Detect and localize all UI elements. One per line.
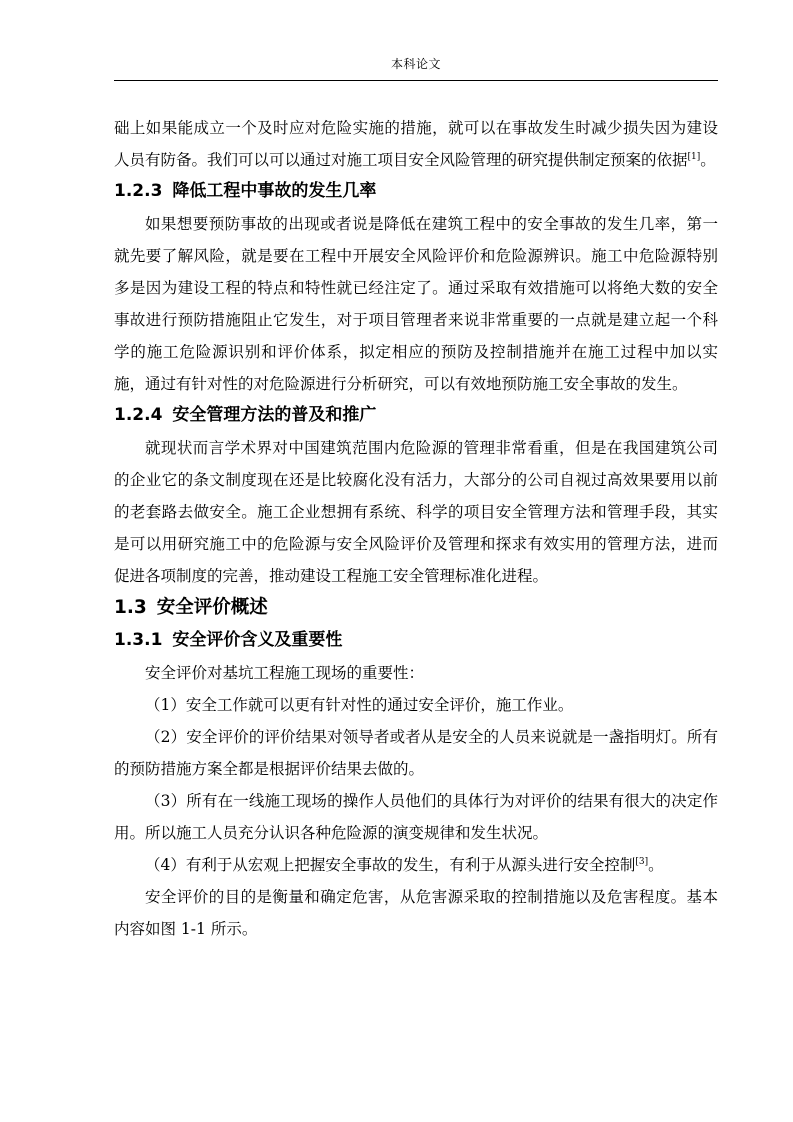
paragraph-1-2-3: 如果想要预防事故的出现或者说是降低在建筑工程中的安全事故的发生几率，第一就先要了解风险，就是要在工程中开展安全风险评价和危险源辨识。施工中危险源特别多是因为建设工程的特点和特性就已经注定了。通过采取有效措施可以将绝大数的安全事故进行预防措施阻止它发生，对于项目管理者来说非常重要的一点就是建立起一个科学的施工危险源识别和评价体系，拟定相应的预防及控制措施并在施工过程中加以实施，通过有针对性的对危险源进行分析研究，可以有效地预防施工安全事故的发生。 [114, 215, 718, 393]
heading-1-3-1 [114, 625, 718, 657]
continuation-end: 。 [700, 151, 716, 169]
list-item-1: （1）安全工作就可以更有针对性的通过安全评价，施工作业。 [145, 696, 574, 714]
list-item-4-end: 。 [648, 856, 664, 874]
heading-1-2-4 [114, 400, 718, 432]
heading-number: 1.3 [114, 597, 147, 618]
citation-ref: [1] [687, 151, 701, 162]
running-header: 本科论文 [390, 57, 441, 71]
page-content [114, 112, 718, 945]
heading-number: 1.2.4 [114, 405, 163, 425]
header-rule [114, 80, 718, 81]
heading-1-2-3 [114, 176, 718, 208]
citation-ref: [3] [635, 856, 649, 867]
paragraph-closing: 安全评价的目的是衡量和确定危害，从危害源采取的控制措施以及危害程度。基本内容如图 1-1 所示。 [114, 888, 718, 938]
heading-number: 1.2.3 [114, 181, 163, 201]
list-item-4-text: （4）有利于从宏观上把握安全事故的发生，有利于从源头进行安全控制 [145, 856, 636, 874]
heading-title: 安全评价概述 [156, 597, 268, 618]
heading-title: 降低工程中事故的发生几率 [172, 181, 377, 201]
paragraph-intro: 安全评价对基坑工程施工现场的重要性： [145, 664, 425, 682]
heading-number: 1.3.1 [114, 630, 163, 650]
heading-title: 安全评价含义及重要性 [172, 630, 343, 650]
heading-1-3 [114, 592, 718, 625]
continuation-paragraph [114, 112, 718, 176]
list-item-4 [114, 849, 718, 881]
continuation-text: 础上如果能成立一个及时应对危险实施的措施，就可以在事故发生时减少损失因为建设人员有防备。我们可以可以通过对施工项目安全风险管理的研究提供制定预案的依据 [114, 119, 718, 169]
heading-title: 安全管理方法的普及和推广 [172, 405, 377, 425]
list-item-2: （2）安全评价的评价结果对领导者或者从是安全的人员来说就是一盏指明灯。所有的预防措施方案全都是根据评价结果去做的。 [114, 728, 718, 778]
list-item-3: （3）所有在一线施工现场的操作人员他们的具体行为对评价的结果有很大的决定作用。所以施工人员充分认识各种危险源的演变规律和发生状况。 [114, 792, 718, 842]
paragraph-1-2-4: 就现状而言学术界对中国建筑范围内危险源的管理非常看重，但是在我国建筑公司的企业它的条文制度现在还是比较腐化没有活力，大部分的公司自视过高效果要用以前的老套路去做安全。施工企业想拥有系统、科学的项目安全管理方法和管理手段，其实是可以用研究施工中的危险源与安全风险评价及管理和探求有效实用的管理方法，进而促进各项制度的完善，推动建设工程施工安全管理标准化进程。 [114, 439, 718, 585]
